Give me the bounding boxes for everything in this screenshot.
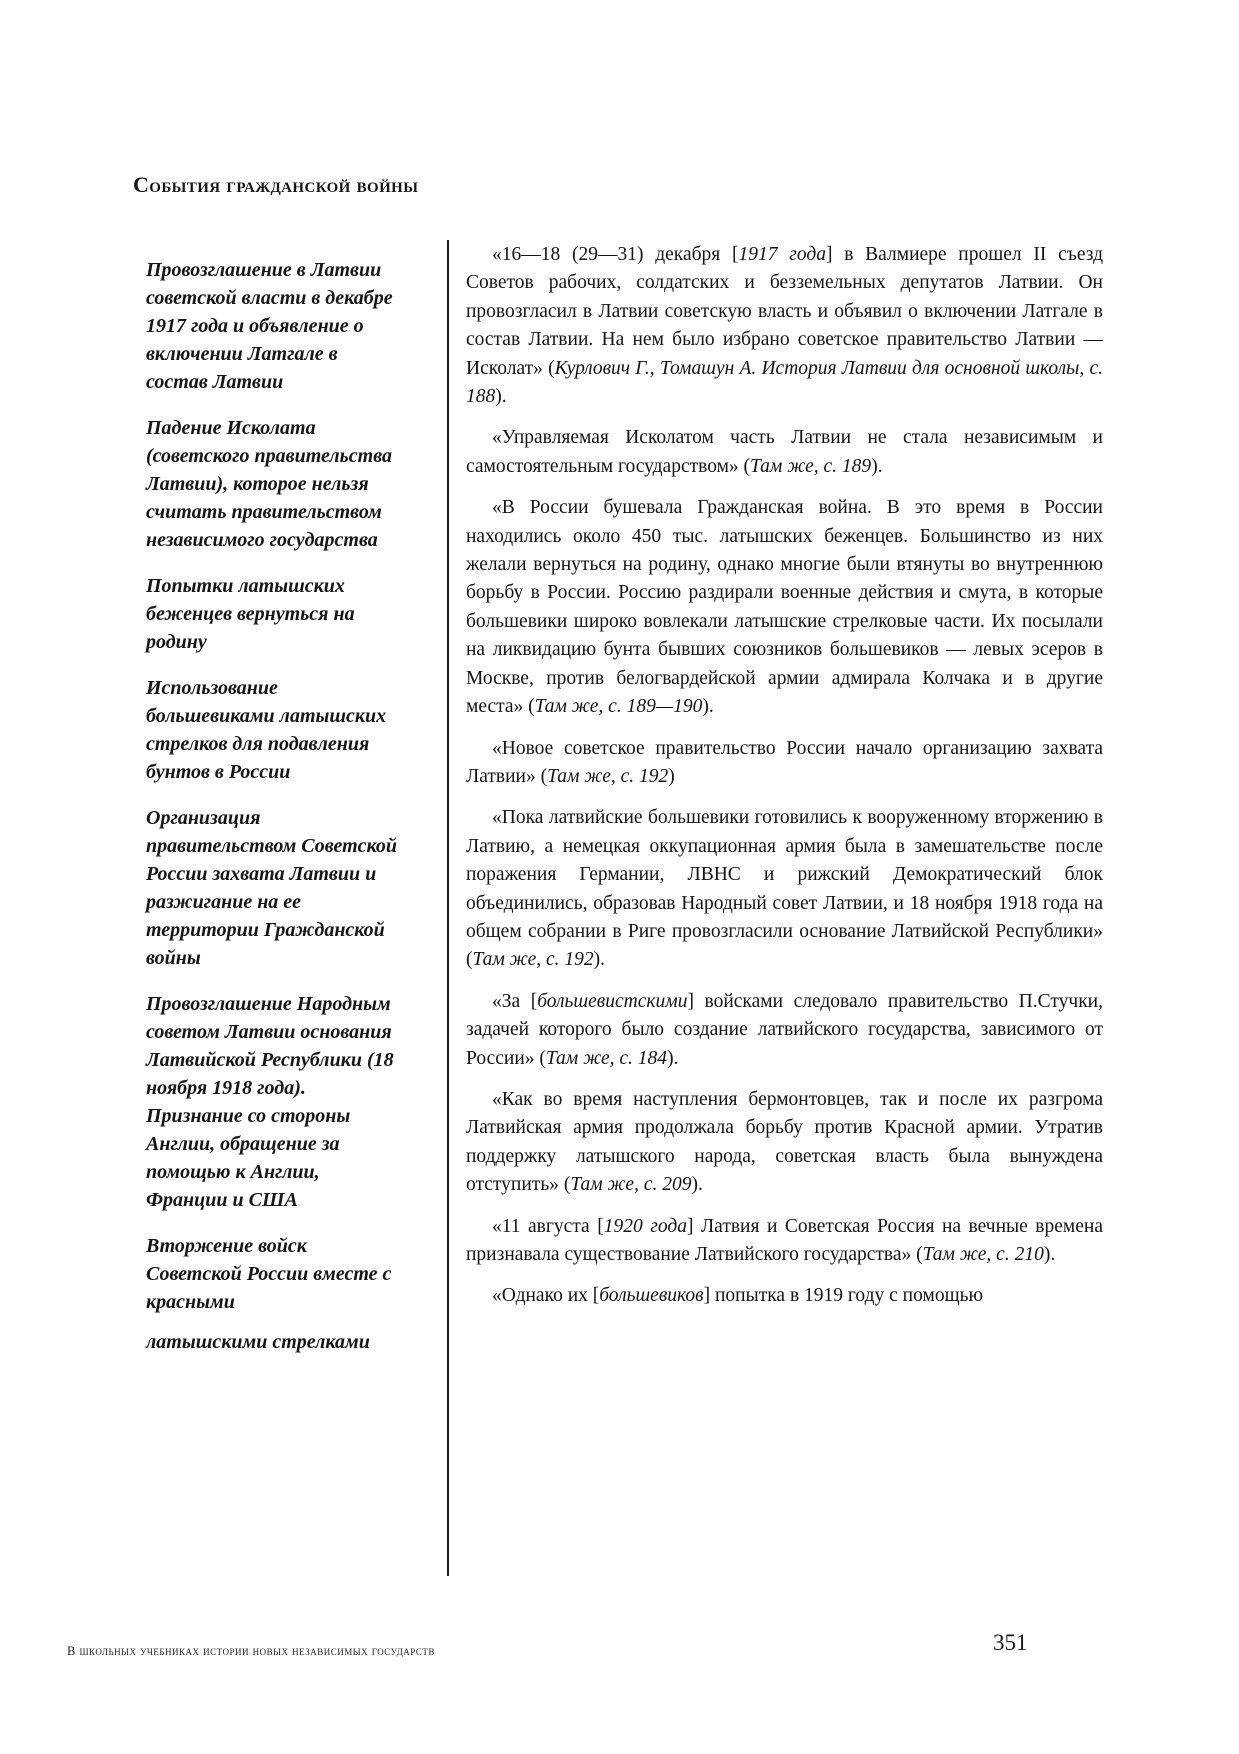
quote-segment-italic: Там же, с. 209 — [570, 1174, 692, 1196]
footer-running-title: В школьных учебниках истории новых независимых государств — [67, 1644, 435, 1658]
quote-segment: ). — [593, 949, 606, 971]
quote-paragraph — [466, 1213, 1103, 1270]
quote-segment-italic: 1920 года — [603, 1215, 687, 1237]
quote-segment: «Как во время наступления бермонтовцев, так и после их разгрома Латвийская армия продолжала борьбу против Красной армии. Утратив поддержку латышского народа, советская власть была вынуждена отступить» ( — [466, 1088, 1103, 1196]
quote-segment: ). — [871, 455, 883, 477]
quote-segment: ] войсками следовало правительство П.Стучки, задачей которого было создание латвийского государства, зависимого от России» ( — [466, 990, 1103, 1069]
quote-segment: ). — [702, 696, 714, 718]
quote-segment: «Управляемая Исколатом часть Латвии не стала независимым и самостоятельным государством» ( — [466, 427, 1103, 477]
topic-heading: Организация правительством Советской России захвата Латвии и разжигание на ее территории Гражданской войны — [146, 807, 398, 969]
quote-paragraph — [466, 1086, 1103, 1200]
page-number: 351 — [993, 1630, 1028, 1655]
quote-segment-italic: Там же, с. 192 — [547, 765, 669, 787]
quote-segment: ] Латвия и Советская Россия на вечные времена признавала существование Латвийского государства» ( — [466, 1215, 1104, 1265]
quote-segment: «11 августа [ — [492, 1215, 604, 1237]
quote-segment: ). — [667, 1047, 679, 1069]
topic-list — [146, 256, 398, 1353]
quotes-column — [466, 241, 1103, 1324]
quote-paragraph — [466, 988, 1103, 1073]
page-title: События гражданской войны — [133, 172, 419, 197]
topic-heading: Падение Исколата (советского правительства Латвии), которое нельзя считать правительством независимого государства — [146, 417, 393, 551]
topic-heading: Провозглашение Народным советом Латвии основания Латвийской Республики (18 ноября 1918 года). Признание со стороны Англии, обращение за помощью к Англии, Франции и США — [146, 993, 394, 1211]
quote-segment-italic: 1917 года — [738, 244, 826, 265]
quote-segment: «Новое советское правительство России начало организацию захвата Латвии» ( — [466, 737, 1103, 787]
quote-segment: ] попытка в 1919 году с помощью — [703, 1285, 984, 1307]
quote-segment-italic: Курлович Г., Томашун А. История Латвии для основной школы, с. 188 — [466, 357, 1103, 408]
quote-paragraph — [466, 1282, 1103, 1310]
quote-segment-italic: большевистскими — [537, 990, 688, 1012]
quote-paragraph — [466, 804, 1103, 974]
quote-segment-italic: Там же, с. 189 — [750, 455, 872, 477]
quote-segment: «16—18 (29—31) декабря [ — [492, 244, 739, 265]
quote-paragraph — [466, 494, 1103, 721]
quote-segment-italic: Там же, с. 192 — [472, 949, 594, 971]
quote-segment: ). — [691, 1174, 703, 1196]
topic-heading: Использование большевиками латышских стрелков для подавления бунтов в России — [146, 677, 387, 783]
quote-paragraph — [466, 735, 1103, 792]
quote-segment: «В России бушевала Гражданская война. В это время в России находились около 450 тыс. латышских беженцев. Большинство из них желали вернуться на родину, однако многие были втянуты во внутреннюю борьбу в России. Россию раздирали военные действия и смута, в которые большевики широко вовлекали латышские стрелковые части. Их посылали на ликвидацию бунта бывших союзников большевиков — левых эсеров в Москве, против белогвардейской армии адмирала Колчака и в другие места» ( — [466, 497, 1103, 718]
quote-segment-italic: Там же, с. 210 — [922, 1244, 1044, 1265]
quote-segment: «Однако их [ — [492, 1285, 600, 1307]
quote-paragraph — [466, 241, 1103, 411]
topic-heading: Попытки латышских беженцев вернуться на родину — [146, 575, 355, 653]
quote-segment-italic: Там же, с. 189—190 — [534, 696, 703, 718]
quote-segment-italic: большевиков — [599, 1285, 704, 1307]
quote-segment: «За [ — [492, 990, 538, 1012]
quote-segment: ] в Валмиере прошел II съезд Советов рабочих, солдатских и безземельных депутатов Латвии. Он провозгласил в Латвии советскую власть и объявил о включении Латгале в состав Латвии. На нем было избрано советское правительство Латвии — Исколат» ( — [466, 244, 1104, 379]
quote-segment: «Пока латвийские большевики готовились к вооруженному вторжению в Латвию, а немецкая оккупационная армия была в замешательстве после поражения Германии, ЛВНС и рижский Демократический блок объединились, образовав Народный совет Латвии, и 18 ноября 1918 года на общем собрании в Риге провозгласили основание Латвийской Республики» ( — [466, 807, 1103, 971]
topic-heading: Вторжение войск Советской России вместе с красными — [146, 1235, 392, 1313]
topic-heading: Провозглашение в Латвии советской власти в декабре 1917 года и объявление о включении Латгале в состав Латвии — [146, 259, 393, 393]
quote-segment-italic: Там же, с. 184 — [545, 1047, 668, 1069]
column-divider — [447, 240, 449, 1576]
topic-heading-clipped-line: латышскими стрелками — [146, 1331, 370, 1353]
quote-segment: ). — [1043, 1244, 1056, 1265]
quote-segment: ) — [668, 765, 675, 787]
quote-segment: ). — [495, 386, 507, 408]
quote-paragraph — [466, 424, 1103, 481]
